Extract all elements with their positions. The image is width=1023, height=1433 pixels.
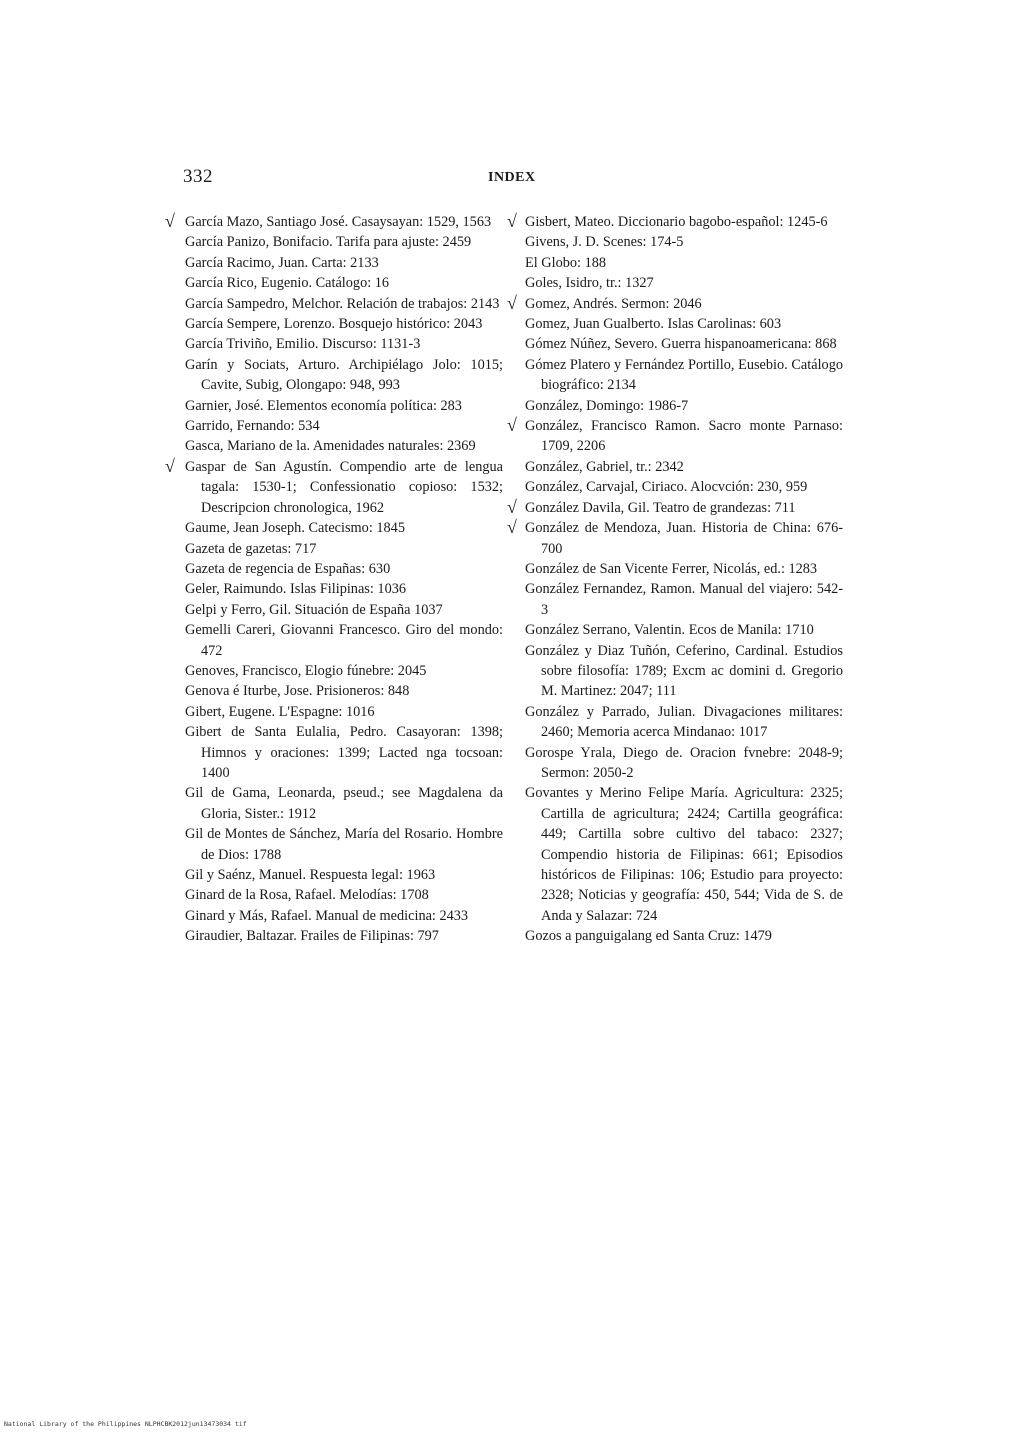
index-entry-text: Gasca, Mariano de la. Amenidades naturales: 2369 [185,438,476,455]
index-entry [165,211,503,232]
index-entry-text: Genoves, Francisco, Elogio fúnebre: 2045 [185,662,427,679]
index-entry-text: Garín y Sociats, Arturo. Archipiélago Jolo: 1015; Cavite, Subig, Olongapo: 948, 993 [185,356,503,394]
index-entry-text: Gaspar de San Agustín. Compendio arte de lengua tagala: 1530-1; Confessionatio copioso: 1532; Descripcion chronologica, 1962 [185,458,503,516]
index-entry-text: García Panizo, Bonifacio. Tarifa para ajuste: 2459 [185,234,472,251]
index-entry [525,232,843,252]
index-entry [185,926,503,946]
index-entry [525,457,843,477]
index-entry-text: Gil y Saénz, Manuel. Respuesta legal: 1963 [185,867,436,883]
index-entry [185,865,503,885]
index-entry-text: Govantes y Merino Felipe María. Agricultura: 2325; Cartilla de agricultura; 2424; Cartilla geográfica: 449; Cartilla sobre cultivo del tabaco: 2327; Compendio historia de Filipinas: 661; Episodios históricos de Filipinas: 106; Estudio para proyecto: 2328; Noticias y geografía: 450, 544; Vida de S. de Anda y Salazar: 724 [525,785,843,924]
index-entry [525,273,843,293]
checkmark-icon: √ [165,211,175,231]
index-entry-text: Garnier, José. Elementos economía política: 283 [185,397,462,414]
index-entry [525,314,843,334]
index-entry [185,885,503,905]
index-entry-text: Gozos a panguigalang ed Santa Cruz: 1479 [525,928,772,945]
index-entry-text: González y Parrado, Julian. Divagaciones militares: 2460; Memoria acerca Mindanao: 1017 [525,703,843,741]
index-entry [507,292,843,314]
index-column-left [165,211,503,947]
index-entry-text: González Davila, Gil. Teatro de grandezas: 711 [525,499,796,516]
index-entry-text: García Sampedro, Melchor. Relación de trabajos: 2143 [185,295,500,312]
index-entry [185,702,503,722]
index-entry [185,273,503,293]
index-entry-text: González y Diaz Tuñón, Ceferino, Cardinal. Estudios sobre filosofía: 1789; Excm ac domini d. Gregorio M. Martinez: 2047; 111 [525,642,843,700]
index-entry-text: Gemelli Careri, Giovanni Francesco. Giro del mondo: 472 [185,622,503,659]
index-entry-text: González de San Vicente Ferrer, Nicolás, ed.: 1283 [525,560,818,577]
page-number: 332 [183,166,213,187]
index-entry-text: García Racimo, Juan. Carta: 2133 [185,254,379,271]
index-entry-text: Gisbert, Mateo. Diccionario bagobo-español: 1245-6 [525,214,828,230]
index-entry-text: González, Gabriel, tr.: 2342 [525,458,684,475]
index-entry [507,415,843,457]
index-entry [185,600,503,620]
index-entry-text: González Fernandez, Ramon. Manual del viajero: 542-3 [525,581,843,618]
index-entry [525,641,843,702]
index-entry-text: Gomez, Andrés. Sermon: 2046 [525,295,702,312]
index-entry [525,334,843,354]
index-entry [185,620,503,661]
page-title: INDEX [488,170,536,185]
index-entry-text: González Serrano, Valentin. Ecos de Manila: 1710 [525,622,814,639]
index-entry-text: Gorospe Yrala, Diego de. Oracion fvnebre: 2048-9; Sermon: 2050-2 [525,744,843,781]
index-entry [525,579,843,620]
index-entry [185,661,503,681]
index-entry-text: García Sempere, Lorenzo. Bosquejo histórico: 2043 [185,316,483,333]
index-entry-text: Gómez Platero y Fernández Portillo, Eusebio. Catálogo biográfico: 2134 [525,356,843,394]
scan-footer: National Library of the Philippines NLPHCBK2012jun13473034 tif [4,1420,247,1428]
index-entry [185,396,503,416]
index-entry [185,253,503,273]
index-entry-text: Gómez Núñez, Severo. Guerra hispanoamericana: 868 [525,336,837,353]
index-entry-text: García Triviño, Emilio. Discurso: 1131-3 [185,336,421,353]
checkmark-icon: √ [507,517,517,538]
index-entry-text: Gelpi y Ferro, Gil. Situación de España 1037 [185,601,443,618]
index-entry [185,906,503,926]
index-entry [185,436,503,456]
index-entry-text: Gaume, Jean Joseph. Catecismo: 1845 [185,520,405,537]
index-entry [185,681,503,701]
index-entry [525,396,843,416]
index-entry [525,620,843,640]
index-entry [507,496,843,518]
index-entry-text: Giraudier, Baltazar. Frailes de Filipinas: 797 [185,928,439,945]
index-entry-text: García Mazo, Santiago José. Casaysayan: 1529, 1563 [185,214,492,230]
index-entry-text: Gil de Montes de Sánchez, María del Rosario. Hombre de Dios: 1788 [185,826,503,863]
index-entry-text: González, Carvajal, Ciriaco. Alocvción: 230, 959 [525,479,808,496]
index-entry [507,517,843,559]
checkmark-icon: √ [507,292,517,313]
index-entry [525,559,843,579]
index-entry [165,455,503,518]
index-entry-text: Gibert, Eugene. L'Espagne: 1016 [185,703,375,720]
index-entry [185,294,503,314]
index-entry [525,477,843,497]
checkmark-icon: √ [507,496,517,517]
index-entry-text: Gil de Gama, Leonarda, pseud.; see Magdalena da Gloria, Sister.: 1912 [185,785,503,822]
index-entry [525,253,843,273]
index-entry-text: Givens, J. D. Scenes: 174-5 [525,234,684,251]
index-entry [185,518,503,538]
index-entry [185,539,503,559]
index-entry-text: Gazeta de gazetas: 717 [185,540,317,557]
index-entry-text: Gibert de Santa Eulalia, Pedro. Casayoran: 1398; Himnos y oraciones: 1399; Lacted nga tocsoan: 1400 [185,724,503,781]
index-entry-text: Ginard de la Rosa, Rafael. Melodías: 1708 [185,887,429,904]
index-entry [525,355,843,396]
index-entry [185,314,503,334]
index-entry-text: González de Mendoza, Juan. Historia de China: 676-700 [525,520,843,557]
index-entry [185,579,503,599]
index-entry [525,926,843,946]
index-entry [185,722,503,783]
index-entry-text: El Globo: 188 [525,254,607,271]
index-entry-text: Gomez, Juan Gualberto. Islas Carolinas: 603 [525,316,782,333]
index-entry-text: Genova é Iturbe, Jose. Prisioneros: 848 [185,683,410,700]
checkmark-icon: √ [507,415,517,436]
index-entry-text: Goles, Isidro, tr.: 1327 [525,275,654,292]
index-entry [525,702,843,743]
index-entry-text: Geler, Raimundo. Islas Filipinas: 1036 [185,581,407,598]
index-entry [525,743,843,784]
index-entry [185,334,503,354]
checkmark-icon: √ [165,455,175,476]
index-entry [185,783,503,824]
index-entry-text: Gazeta de regencia de Españas: 630 [185,560,391,577]
index-entry [185,559,503,579]
index-entry [507,211,843,232]
checkmark-icon: √ [507,211,517,231]
index-entry [525,783,843,926]
index-entry-text: Ginard y Más, Rafael. Manual de medicina: 2433 [185,907,469,924]
index-entry-text: González, Domingo: 1986-7 [525,397,689,414]
index-entry [185,232,503,252]
index-entry [185,824,503,865]
index-entry-text: Garrido, Fernando: 534 [185,418,320,435]
index-column-right [507,211,843,947]
index-entry-text: González, Francisco Ramon. Sacro monte Parnaso: 1709, 2206 [525,418,843,455]
index-entry [185,416,503,436]
index-entry-text: García Rico, Eugenio. Catálogo: 16 [185,275,390,292]
index-entry [185,355,503,396]
